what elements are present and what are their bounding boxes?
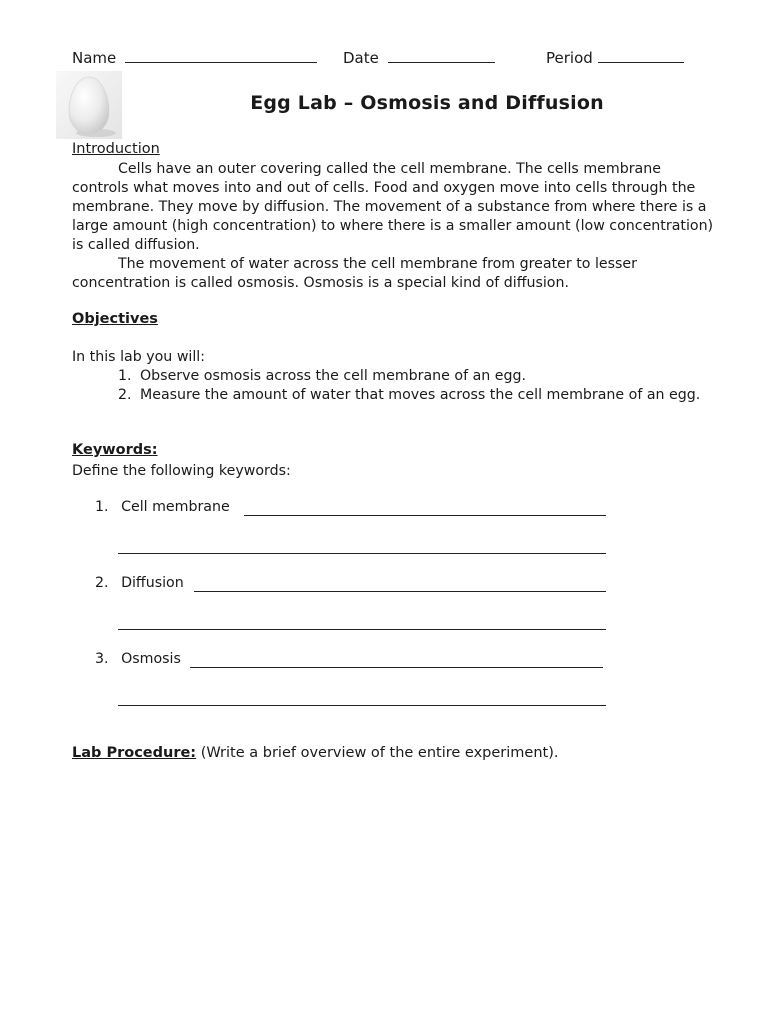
objectives-intro: In this lab you will: (72, 349, 206, 365)
period-blank[interactable] (598, 47, 684, 63)
keywords-instruction: Define the following keywords: (72, 463, 291, 479)
objectives-list (72, 367, 718, 405)
objectives-heading: Objectives (72, 311, 158, 327)
keyword-term: Osmosis (121, 651, 181, 667)
keyword-item-cell-membrane (95, 499, 230, 515)
lab-procedure (72, 745, 558, 761)
period-label: Period (546, 49, 593, 67)
introduction-paragraph-2: The movement of water across the cell membrane from greater to lesser concentration is called osmosis. Osmosis is a special kind of diffusion. (72, 256, 637, 291)
keyword-term: Cell membrane (121, 499, 230, 515)
objective-number: 1. (118, 368, 132, 384)
keyword-term: Diffusion (121, 575, 184, 591)
definition-line[interactable] (190, 667, 603, 668)
name-field (72, 47, 317, 67)
keywords-heading: Keywords: (72, 442, 158, 458)
objective-item (72, 386, 718, 405)
definition-line[interactable] (194, 591, 606, 592)
date-field (343, 47, 495, 67)
objective-item (72, 367, 718, 386)
keyword-item-diffusion (95, 575, 184, 591)
date-label: Date (343, 49, 379, 67)
objective-number: 2. (118, 387, 132, 403)
lab-procedure-text: (Write a brief overview of the entire experiment). (200, 745, 559, 761)
keyword-number: 3. (95, 651, 109, 667)
objective-text: Measure the amount of water that moves across the cell membrane of an egg. (140, 387, 701, 403)
name-label: Name (72, 49, 117, 67)
definition-line[interactable] (118, 705, 606, 706)
date-blank[interactable] (388, 47, 495, 63)
period-field (546, 47, 684, 67)
page-title: Egg Lab – Osmosis and Diffusion (250, 92, 604, 114)
keyword-number: 2. (95, 575, 109, 591)
introduction-paragraph-1: Cells have an outer covering called the cell membrane. The cells membrane controls what moves into and out of cells. Food and oxygen move into cells through the membrane. They move by diffusion. The movement of a substance from where there is a large amount (high concentration) to where there is a smaller amount (low concentration) is called diffusion. (72, 161, 714, 253)
introduction-heading: Introduction (72, 141, 160, 157)
keyword-number: 1. (95, 499, 109, 515)
definition-line[interactable] (244, 515, 606, 516)
definition-line[interactable] (118, 553, 606, 554)
name-blank[interactable] (125, 47, 317, 63)
lab-procedure-heading: Lab Procedure: (72, 745, 197, 761)
keyword-item-osmosis (95, 651, 181, 667)
objective-text: Observe osmosis across the cell membrane of an egg. (140, 368, 527, 384)
definition-line[interactable] (118, 629, 606, 630)
